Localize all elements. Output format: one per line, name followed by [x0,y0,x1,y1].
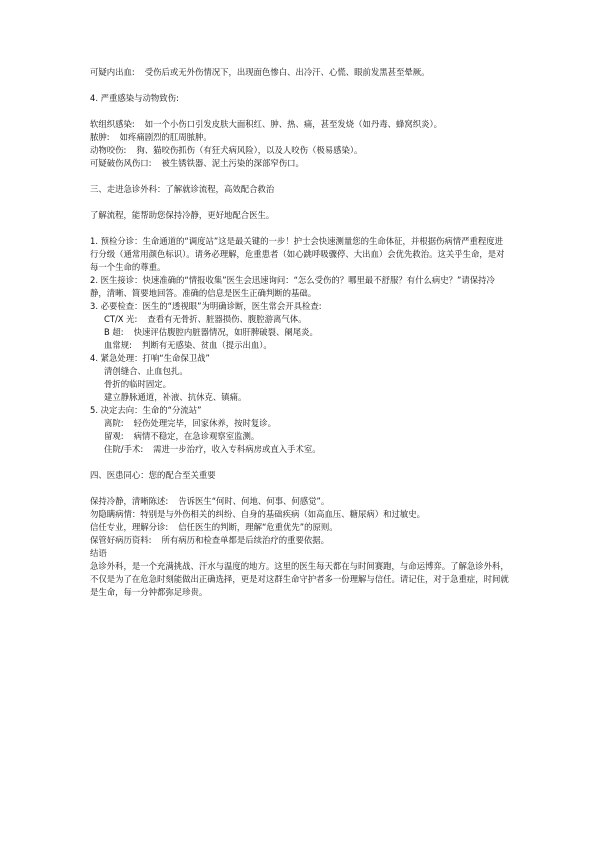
term-tetanus [90,157,510,170]
cooperation-item [90,508,510,521]
disposition-item [90,443,510,456]
term-label: 血常规: [104,340,132,350]
term-text: 信任医生的判断，理解“危重优先”的原则。 [178,522,338,532]
term-label: 住院/手术: [104,444,144,454]
paragraph-internal-bleeding [90,66,510,79]
section-intro: 了解流程，能帮助您保持冷静，更好地配合医生。 [90,210,275,220]
document-page [90,66,510,599]
exam-item [90,339,510,352]
exam-item [90,313,510,326]
term-text: 如一个小伤口引发皮肤大面积红、肿、热、痛，甚至发烧（如丹毒、蜂窝织炎）。 [144,119,443,129]
term-label: 留观: [104,431,124,441]
term-soft-tissue [90,118,510,131]
term-label: 信任专业，理解分诊: [90,522,169,532]
term-text: 被生锈铁器、泥土污染的深部窄伤口。 [161,158,304,168]
term-text: 勿隐瞒病情：特别是与外伤相关的纠纷、自身的基础疾病（如高血压、糖尿病）和过敏史。 [90,509,425,519]
term-abscess [90,131,510,144]
cooperation-item [90,521,510,534]
term-label: 脓肿: [90,132,110,142]
term-label: 保持冷静，清晰陈述: [90,496,169,506]
term-text: 快速评估腹腔内脏器情况，如肝脾破裂、阑尾炎。 [133,327,318,337]
term-label: 动物咬伤: [90,145,127,155]
treatment-item: 清创缝合、止血包扎。 [104,366,188,376]
term-text: 如疼痛剧烈的肛周脓肿。 [119,132,212,142]
step-consultation: 2. 医生接诊：快速准确的“情报收集”医生会迅速询问：“怎么受伤的？哪里最不舒服？有什么病史？”请保持冷静，清晰、简要地回答。准确的信息是医生正确判断的基础。 [90,275,495,298]
step-emergency-title: 4. 紧急处理：打响“生命保卫战” [90,353,210,363]
step-triage: 1. 预检分诊：生命通道的“调度站”这是最关键的一步！护士会快速测量您的生命体征，并根据伤病情严重程度进行分级（通常用颜色标识）。请务必理解，危重患者（如心跳呼吸骤停、大出血）会优先救治。这关乎生命，是对每一个生命的尊重。 [90,236,505,272]
term-label: 可疑破伤风伤口: [90,158,152,168]
cooperation-item [90,495,510,508]
disposition-item [90,417,510,430]
term-text: 需进一步治疗，收入专科病房或直入手术室。 [153,444,321,454]
term-text: 告诉医生“何时、何地、何事、何感觉”。 [178,496,330,506]
term-text: 判断有无感染、贫血（提示出血）。 [141,340,272,350]
heading-infection: 4. 严重感染与动物致伤: [90,93,179,103]
term-label: 可疑内出血: [90,67,135,77]
step-disposition-title: 5. 决定去向：生命的“分流站” [90,405,202,415]
exam-item [90,326,510,339]
term-text: 轻伤处理完毕，回家休养，按时复诊。 [133,418,276,428]
term-label: 离院: [104,418,124,428]
term-text: 查看有无骨折、脏器损伤、腹腔游离气体。 [147,314,307,324]
disposition-item [90,430,510,443]
term-label: B 超: [104,327,124,337]
term-text: 受伤后或无外伤情况下，出现面色惨白、出冷汗、心慌、眼前发黑甚至晕厥。 [144,67,430,77]
cooperation-item [90,534,510,547]
term-label: CT/X 光: [104,314,138,324]
term-text: 病情不稳定，在急诊观察室监测。 [133,431,260,441]
term-animal-bite [90,144,510,157]
treatment-item: 建立静脉通道，补液、抗休克、镇痛。 [104,392,247,402]
conclusion-text: 急诊外科，是一个充满挑战、汗水与温度的地方。这里的医生每天都在与时间赛跑，与命运博弈。了解急诊外科，不仅是为了在危急时刻能做出正确选择，更是对这群生命守护者多一份理解与信任。请记住，对于急重症，时间就是生命，每一分钟都弥足珍贵。 [90,561,509,597]
term-text: 所有病历和检查单都是后续治疗的重要依据。 [161,535,329,545]
conclusion-title: 结语 [90,548,107,558]
term-label: 保管好病历资料: [90,535,152,545]
term-text: 狗、猫咬伤抓伤（有狂犬病风险），以及人咬伤（极易感染）。 [136,145,363,155]
section-heading-4: 四、医患同心：您的配合至关重要 [90,470,216,480]
term-label: 软组织感染: [90,119,135,129]
section-heading-3: 三、走进急诊外科：了解就诊流程，高效配合救治 [90,184,275,194]
step-examination-title: 3. 必要检查：医生的“透视眼”为明确诊断，医生常会开具检查: [90,301,322,311]
treatment-item: 骨折的临时固定。 [104,379,171,389]
